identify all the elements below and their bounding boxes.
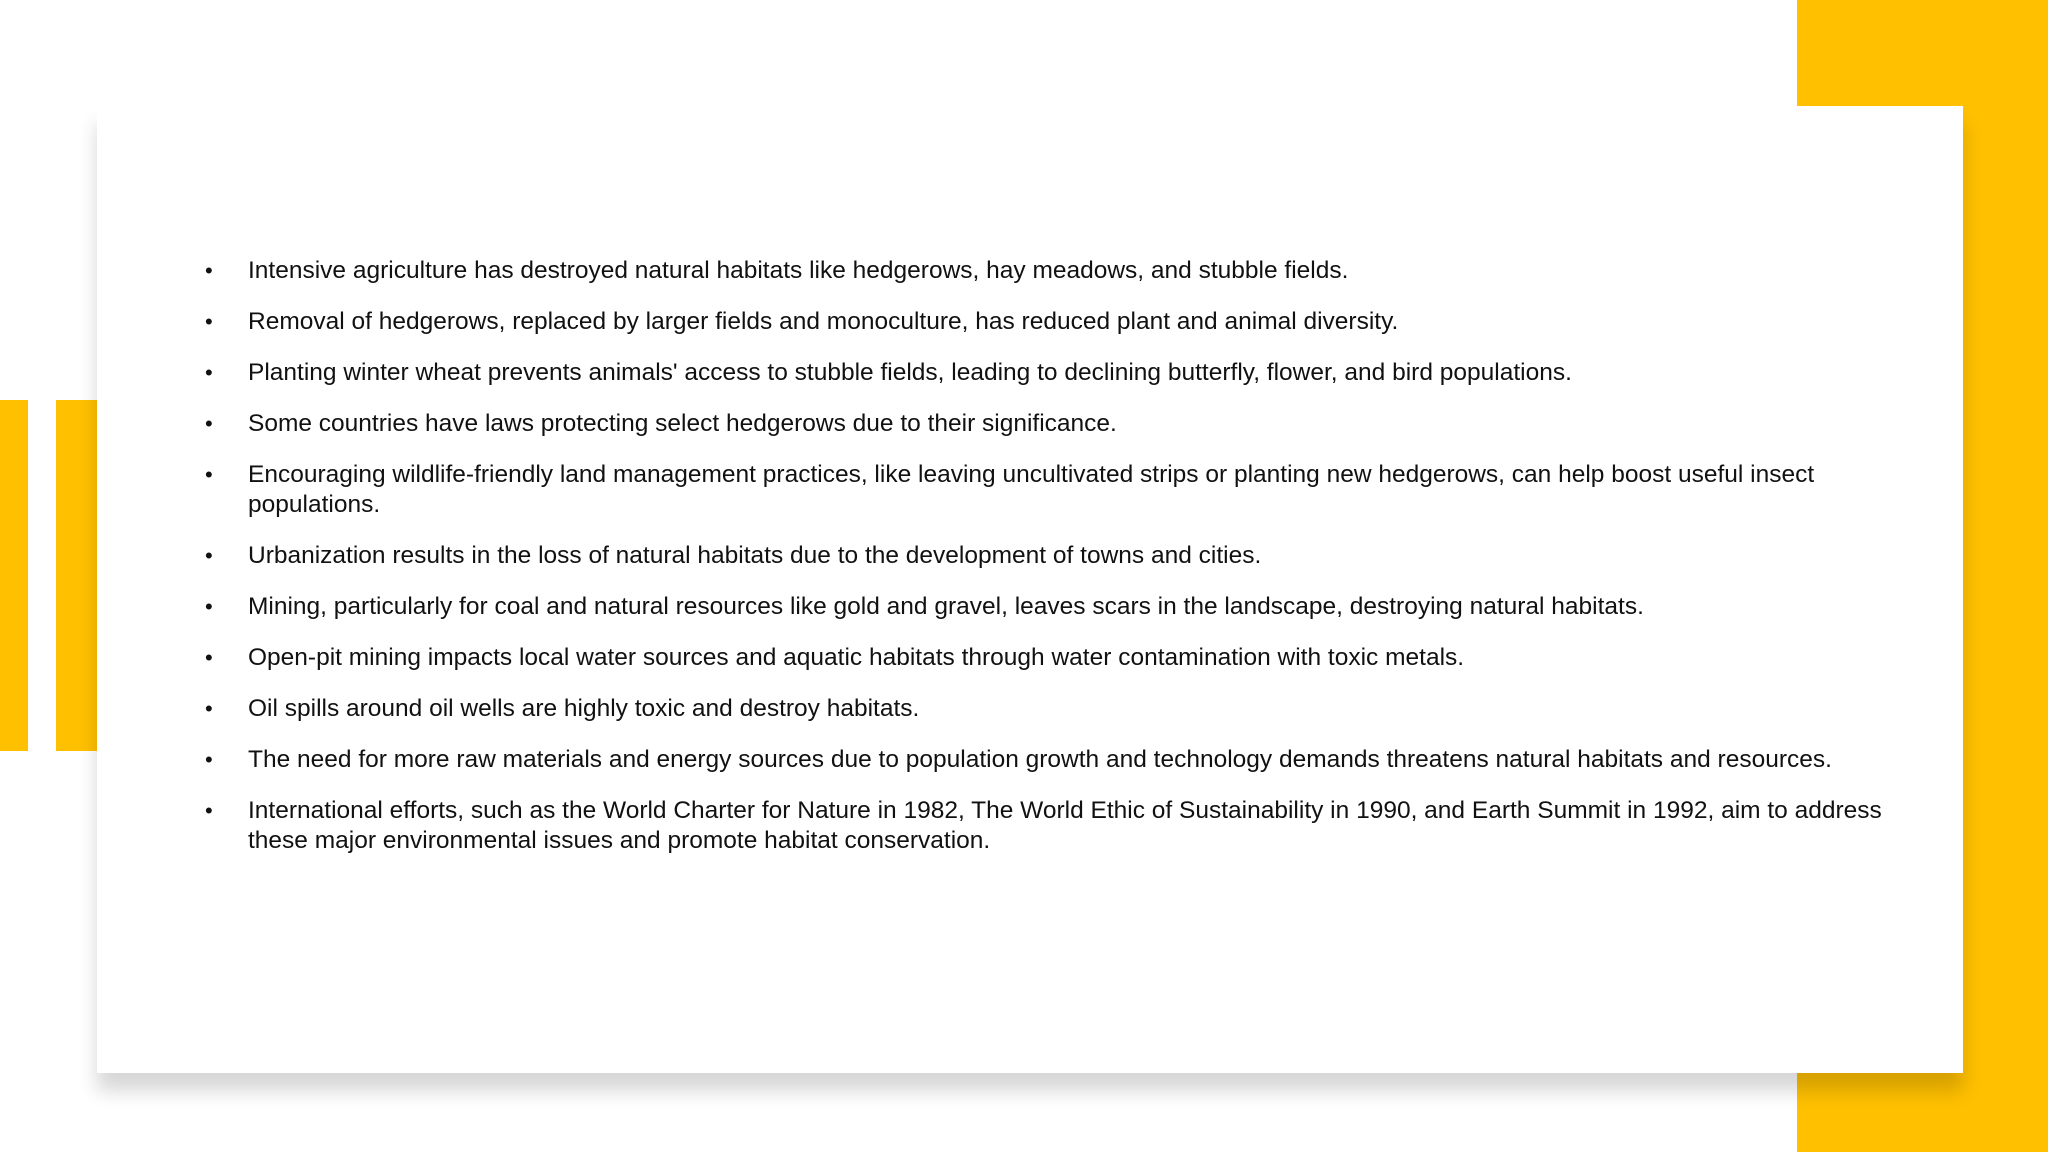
bullet-list: [203, 256, 1893, 877]
bullet-icon: •: [205, 258, 213, 283]
bullet-item: [203, 592, 1893, 622]
bullet-text: Encouraging wildlife-friendly land management practices, like leaving uncultivated strips or planting new hedgerows, can help boost useful insect populations.: [248, 461, 1815, 518]
bullet-text: Removal of hedgerows, replaced by larger fields and monoculture, has reduced plant and animal diversity.: [248, 308, 1399, 335]
bullet-text: International efforts, such as the World Charter for Nature in 1982, The World Ethic of Sustainability in 1990, and Earth Summit in 1992, aim to address these major environmental issues and promote habitat conservation.: [248, 797, 1882, 854]
bullet-text: The need for more raw materials and energy sources due to population growth and technology demands threatens natural habitats and resources.: [248, 746, 1832, 773]
bullet-item: [203, 409, 1893, 439]
bullet-item: [203, 307, 1893, 337]
bullet-text: Some countries have laws protecting select hedgerows due to their significance.: [248, 410, 1117, 437]
bullet-icon: •: [205, 747, 213, 772]
bullet-text: Oil spills around oil wells are highly toxic and destroy habitats.: [248, 695, 920, 722]
bullet-text: Mining, particularly for coal and natural resources like gold and gravel, leaves scars in the landscape, destroying natural habitats.: [248, 593, 1644, 620]
bullet-icon: •: [205, 462, 213, 487]
bullet-icon: •: [205, 309, 213, 334]
bullet-icon: •: [205, 645, 213, 670]
bullet-item: [203, 358, 1893, 388]
bullet-item: [203, 460, 1893, 520]
bullet-text: Planting winter wheat prevents animals' access to stubble fields, leading to declining butterfly, flower, and bird populations.: [248, 359, 1572, 386]
bullet-text: Intensive agriculture has destroyed natural habitats like hedgerows, hay meadows, and stubble fields.: [248, 257, 1349, 284]
bullet-item: [203, 541, 1893, 571]
bullet-text: Urbanization results in the loss of natural habitats due to the development of towns and cities.: [248, 542, 1262, 569]
bullet-icon: •: [205, 411, 213, 436]
bullet-text: Open-pit mining impacts local water sources and aquatic habitats through water contamination with toxic metals.: [248, 644, 1465, 671]
bullet-icon: •: [205, 798, 213, 823]
bullet-item: [203, 745, 1893, 775]
bullet-item: [203, 796, 1893, 856]
bullet-item: [203, 643, 1893, 673]
bullet-icon: •: [205, 360, 213, 385]
bullet-item: [203, 256, 1893, 286]
bullet-icon: •: [205, 594, 213, 619]
bullet-icon: •: [205, 543, 213, 568]
accent-bar-left-2: [56, 400, 98, 751]
bullet-icon: •: [205, 696, 213, 721]
accent-bar-left-1: [0, 400, 28, 751]
bullet-item: [203, 694, 1893, 724]
